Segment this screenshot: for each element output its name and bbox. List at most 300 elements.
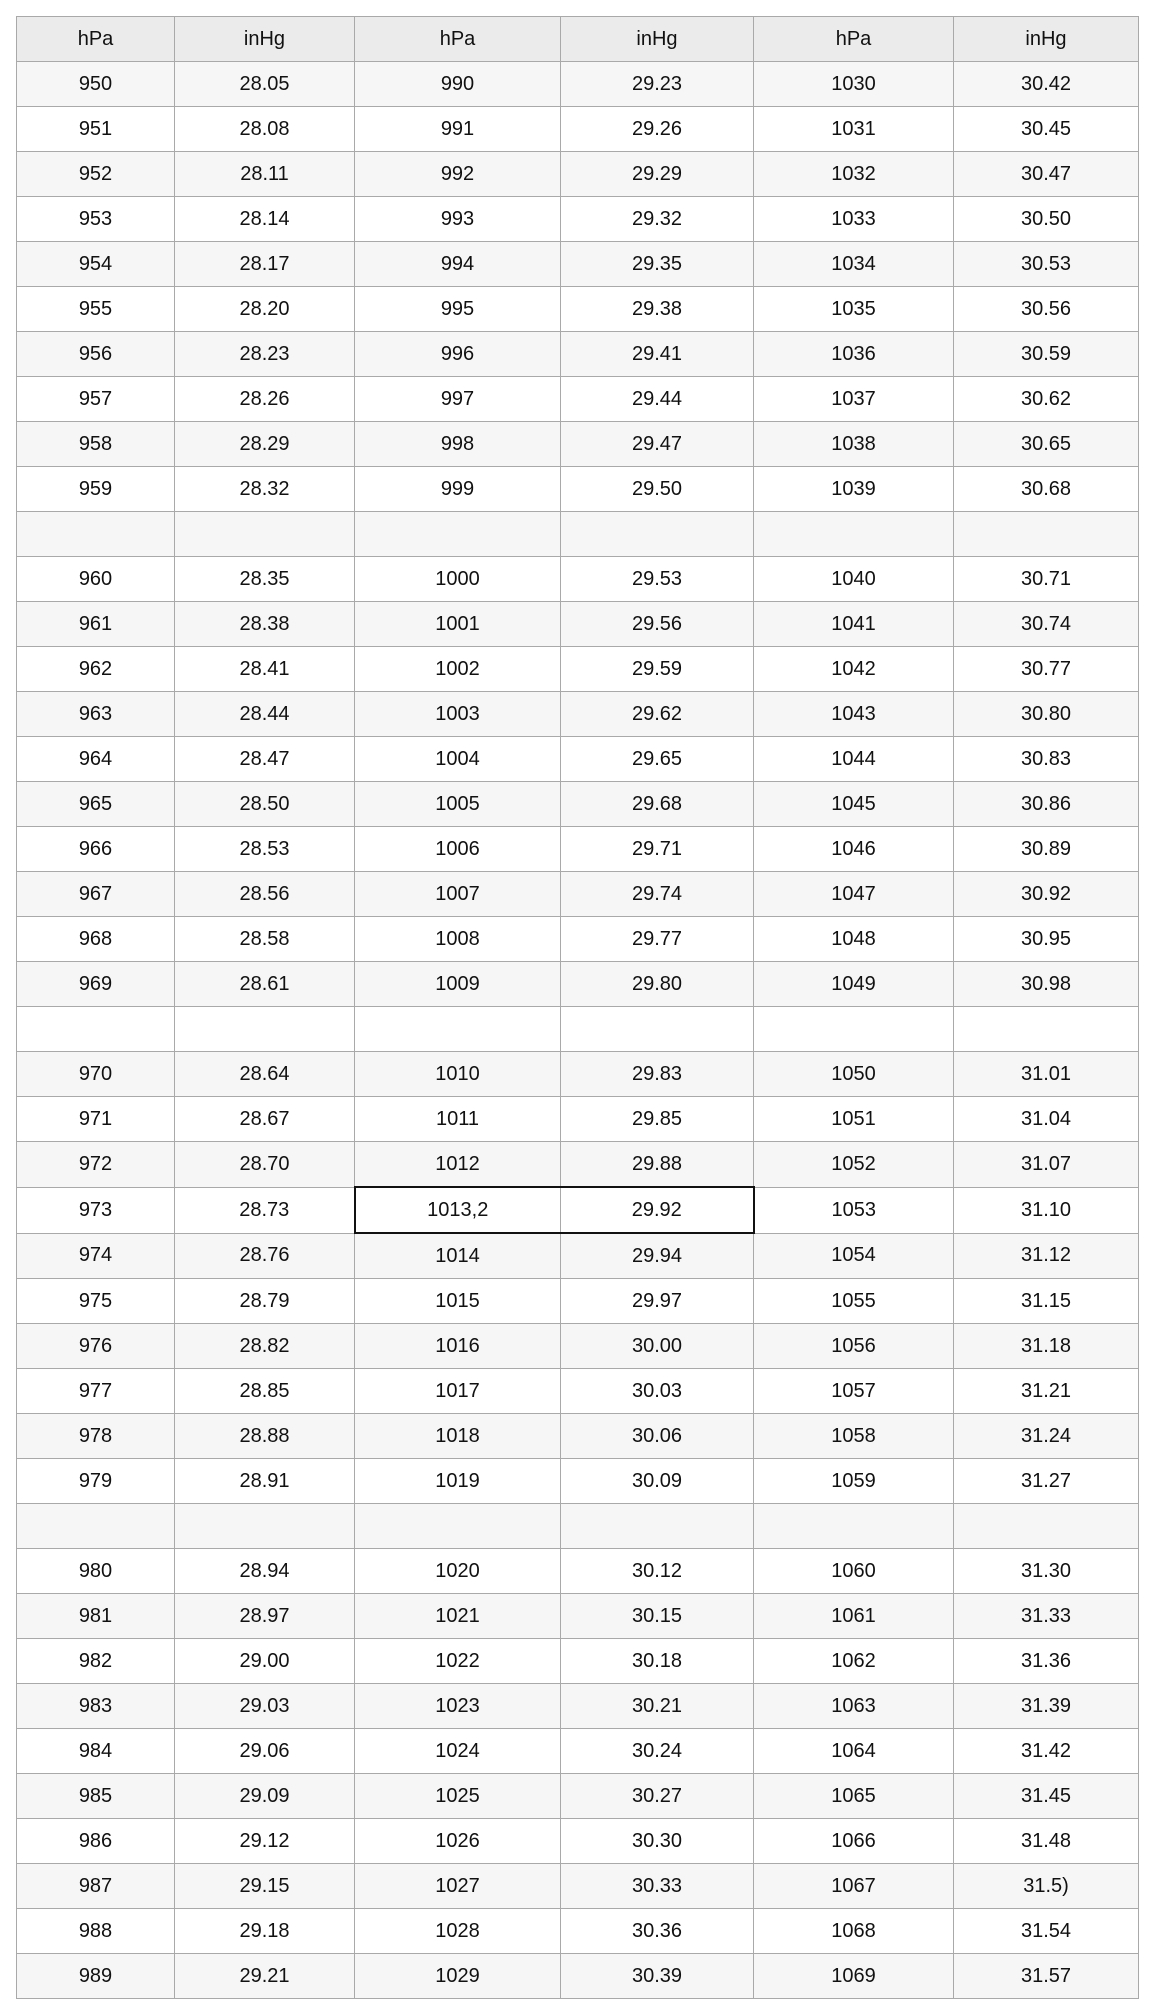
- cell-inhg-1: [175, 1504, 355, 1549]
- cell-inhg-3: [954, 1007, 1139, 1052]
- cell-inhg-3: 30.80: [954, 692, 1139, 737]
- cell-hpa-1: 960: [17, 557, 175, 602]
- table-row: [17, 1369, 1139, 1414]
- table-row: [17, 107, 1139, 152]
- table-row: [17, 1549, 1139, 1594]
- cell-hpa-1: 966: [17, 827, 175, 872]
- cell-inhg-1: 28.61: [175, 962, 355, 1007]
- cell-inhg-2: 29.97: [561, 1279, 754, 1324]
- table-row: [17, 197, 1139, 242]
- cell-inhg-2: 30.18: [561, 1639, 754, 1684]
- cell-inhg-3: 30.47: [954, 152, 1139, 197]
- cell-inhg-2: 30.06: [561, 1414, 754, 1459]
- cell-inhg-1: [175, 512, 355, 557]
- cell-hpa-1: 951: [17, 107, 175, 152]
- cell-inhg-1: 28.41: [175, 647, 355, 692]
- cell-inhg-1: 28.70: [175, 1142, 355, 1188]
- cell-inhg-3: 31.5): [954, 1864, 1139, 1909]
- cell-hpa-2: 990: [355, 62, 561, 107]
- cell-inhg-3: 30.92: [954, 872, 1139, 917]
- table-row: [17, 557, 1139, 602]
- cell-hpa-3: 1047: [754, 872, 954, 917]
- table-row: [17, 422, 1139, 467]
- table-row: [17, 1097, 1139, 1142]
- cell-inhg-1: 28.38: [175, 602, 355, 647]
- cell-hpa-3: 1030: [754, 62, 954, 107]
- cell-hpa-3: 1048: [754, 917, 954, 962]
- cell-hpa-3: 1053: [754, 1187, 954, 1233]
- cell-inhg-2: 29.41: [561, 332, 754, 377]
- cell-hpa-1: 989: [17, 1954, 175, 1999]
- cell-inhg-3: [954, 512, 1139, 557]
- cell-hpa-2: 994: [355, 242, 561, 287]
- cell-hpa-1: 977: [17, 1369, 175, 1414]
- cell-hpa-2: 1001: [355, 602, 561, 647]
- cell-inhg-3: 30.62: [954, 377, 1139, 422]
- cell-inhg-3: 31.36: [954, 1639, 1139, 1684]
- cell-inhg-1: 28.11: [175, 152, 355, 197]
- header-row: [17, 17, 1139, 62]
- cell-hpa-1: 974: [17, 1233, 175, 1279]
- cell-inhg-3: 31.04: [954, 1097, 1139, 1142]
- cell-hpa-3: 1039: [754, 467, 954, 512]
- cell-inhg-2: 29.94: [561, 1233, 754, 1279]
- cell-inhg-3: 31.30: [954, 1549, 1139, 1594]
- cell-inhg-3: 30.95: [954, 917, 1139, 962]
- cell-inhg-1: 28.32: [175, 467, 355, 512]
- cell-hpa-1: 953: [17, 197, 175, 242]
- cell-hpa-3: 1067: [754, 1864, 954, 1909]
- cell-hpa-2: 1002: [355, 647, 561, 692]
- cell-hpa-1: 975: [17, 1279, 175, 1324]
- cell-inhg-1: 28.97: [175, 1594, 355, 1639]
- cell-inhg-2: 29.23: [561, 62, 754, 107]
- cell-inhg-1: 28.82: [175, 1324, 355, 1369]
- cell-inhg-3: 31.42: [954, 1729, 1139, 1774]
- cell-inhg-1: 28.08: [175, 107, 355, 152]
- cell-inhg-2: 29.50: [561, 467, 754, 512]
- cell-inhg-2: 30.00: [561, 1324, 754, 1369]
- cell-inhg-1: 28.88: [175, 1414, 355, 1459]
- cell-hpa-2: 1026: [355, 1819, 561, 1864]
- cell-hpa-1: 967: [17, 872, 175, 917]
- cell-inhg-3: 30.68: [954, 467, 1139, 512]
- cell-inhg-1: 29.00: [175, 1639, 355, 1684]
- table-row: [17, 332, 1139, 377]
- cell-hpa-3: 1063: [754, 1684, 954, 1729]
- table-row: [17, 1819, 1139, 1864]
- table-row: [17, 242, 1139, 287]
- cell-hpa-2: 1018: [355, 1414, 561, 1459]
- cell-hpa-2: 1011: [355, 1097, 561, 1142]
- cell-inhg-2: [561, 512, 754, 557]
- cell-hpa-2: 1007: [355, 872, 561, 917]
- cell-hpa-2: 1003: [355, 692, 561, 737]
- cell-hpa-3: 1056: [754, 1324, 954, 1369]
- cell-inhg-1: 28.35: [175, 557, 355, 602]
- cell-inhg-1: 28.14: [175, 197, 355, 242]
- cell-hpa-2: 1006: [355, 827, 561, 872]
- table-row: [17, 917, 1139, 962]
- cell-inhg-3: 31.39: [954, 1684, 1139, 1729]
- header-hpa-2: hPa: [355, 17, 561, 62]
- cell-inhg-1: 28.58: [175, 917, 355, 962]
- cell-inhg-3: 30.77: [954, 647, 1139, 692]
- cell-hpa-2: [355, 1504, 561, 1549]
- cell-inhg-1: 28.94: [175, 1549, 355, 1594]
- cell-hpa-2: 995: [355, 287, 561, 332]
- cell-inhg-1: 29.15: [175, 1864, 355, 1909]
- cell-hpa-3: 1055: [754, 1279, 954, 1324]
- cell-hpa-3: 1044: [754, 737, 954, 782]
- cell-inhg-3: 30.45: [954, 107, 1139, 152]
- cell-inhg-3: [954, 1504, 1139, 1549]
- spacer-row: [17, 512, 1139, 557]
- cell-hpa-1: 980: [17, 1549, 175, 1594]
- table-row: [17, 1414, 1139, 1459]
- table-row: [17, 1684, 1139, 1729]
- cell-hpa-1: 964: [17, 737, 175, 782]
- cell-hpa-1: [17, 1007, 175, 1052]
- table-row: [17, 287, 1139, 332]
- cell-inhg-2: 30.36: [561, 1909, 754, 1954]
- cell-hpa-1: 986: [17, 1819, 175, 1864]
- cell-hpa-2: 1009: [355, 962, 561, 1007]
- table-row: [17, 1729, 1139, 1774]
- cell-inhg-3: 31.24: [954, 1414, 1139, 1459]
- cell-hpa-2: 1017: [355, 1369, 561, 1414]
- cell-inhg-1: 29.03: [175, 1684, 355, 1729]
- header-hpa-3: hPa: [754, 17, 954, 62]
- cell-inhg-3: 31.45: [954, 1774, 1139, 1819]
- cell-hpa-1: 982: [17, 1639, 175, 1684]
- cell-inhg-1: 28.85: [175, 1369, 355, 1414]
- cell-hpa-3: 1037: [754, 377, 954, 422]
- cell-hpa-3: 1065: [754, 1774, 954, 1819]
- cell-hpa-1: 962: [17, 647, 175, 692]
- cell-hpa-3: [754, 1504, 954, 1549]
- cell-hpa-2: 1013,2: [355, 1187, 561, 1233]
- cell-hpa-2: 993: [355, 197, 561, 242]
- cell-inhg-2: 30.27: [561, 1774, 754, 1819]
- cell-inhg-1: 28.17: [175, 242, 355, 287]
- cell-hpa-3: 1064: [754, 1729, 954, 1774]
- pressure-conversion-table: [16, 16, 1139, 1999]
- table-row: [17, 62, 1139, 107]
- cell-hpa-3: 1042: [754, 647, 954, 692]
- cell-inhg-3: 30.98: [954, 962, 1139, 1007]
- cell-inhg-2: 29.59: [561, 647, 754, 692]
- cell-inhg-3: 30.89: [954, 827, 1139, 872]
- cell-inhg-3: 31.27: [954, 1459, 1139, 1504]
- cell-hpa-1: 981: [17, 1594, 175, 1639]
- cell-hpa-3: 1034: [754, 242, 954, 287]
- cell-hpa-1: [17, 512, 175, 557]
- cell-inhg-3: 30.65: [954, 422, 1139, 467]
- cell-inhg-1: 28.56: [175, 872, 355, 917]
- cell-inhg-2: 29.71: [561, 827, 754, 872]
- cell-hpa-2: 1019: [355, 1459, 561, 1504]
- cell-inhg-1: 28.26: [175, 377, 355, 422]
- cell-hpa-1: 952: [17, 152, 175, 197]
- cell-hpa-1: 987: [17, 1864, 175, 1909]
- cell-hpa-2: 1012: [355, 1142, 561, 1188]
- header-hpa-1: hPa: [17, 17, 175, 62]
- cell-hpa-1: 956: [17, 332, 175, 377]
- cell-inhg-1: 28.64: [175, 1052, 355, 1097]
- cell-hpa-3: 1041: [754, 602, 954, 647]
- cell-hpa-3: 1038: [754, 422, 954, 467]
- cell-inhg-3: 30.59: [954, 332, 1139, 377]
- cell-hpa-2: 998: [355, 422, 561, 467]
- cell-inhg-3: 31.12: [954, 1233, 1139, 1279]
- cell-inhg-2: 29.74: [561, 872, 754, 917]
- cell-hpa-2: 997: [355, 377, 561, 422]
- cell-inhg-2: 29.47: [561, 422, 754, 467]
- cell-hpa-2: 1023: [355, 1684, 561, 1729]
- table-row: [17, 827, 1139, 872]
- cell-hpa-1: 976: [17, 1324, 175, 1369]
- table-row: [17, 1324, 1139, 1369]
- cell-hpa-3: 1032: [754, 152, 954, 197]
- cell-hpa-2: 1021: [355, 1594, 561, 1639]
- cell-hpa-1: 979: [17, 1459, 175, 1504]
- cell-hpa-3: [754, 512, 954, 557]
- cell-hpa-2: [355, 512, 561, 557]
- cell-hpa-2: 1020: [355, 1549, 561, 1594]
- header-inhg-2: inHg: [561, 17, 754, 62]
- cell-hpa-1: 954: [17, 242, 175, 287]
- table-row: [17, 692, 1139, 737]
- cell-hpa-3: 1049: [754, 962, 954, 1007]
- cell-inhg-1: 28.67: [175, 1097, 355, 1142]
- cell-hpa-1: 961: [17, 602, 175, 647]
- header-inhg-3: inHg: [954, 17, 1139, 62]
- cell-hpa-1: 972: [17, 1142, 175, 1188]
- cell-hpa-1: [17, 1504, 175, 1549]
- cell-inhg-2: 29.35: [561, 242, 754, 287]
- cell-inhg-3: 31.21: [954, 1369, 1139, 1414]
- table-row: [17, 1142, 1139, 1188]
- cell-inhg-1: 29.09: [175, 1774, 355, 1819]
- cell-hpa-3: 1054: [754, 1233, 954, 1279]
- cell-hpa-2: 991: [355, 107, 561, 152]
- table-row: [17, 782, 1139, 827]
- cell-hpa-3: 1050: [754, 1052, 954, 1097]
- cell-hpa-3: 1057: [754, 1369, 954, 1414]
- table-body: [17, 62, 1139, 1999]
- cell-inhg-2: 29.85: [561, 1097, 754, 1142]
- cell-inhg-2: 30.30: [561, 1819, 754, 1864]
- cell-inhg-3: 31.54: [954, 1909, 1139, 1954]
- cell-hpa-1: 957: [17, 377, 175, 422]
- cell-hpa-1: 978: [17, 1414, 175, 1459]
- cell-hpa-3: 1051: [754, 1097, 954, 1142]
- spacer-row: [17, 1007, 1139, 1052]
- cell-inhg-3: 30.71: [954, 557, 1139, 602]
- cell-inhg-2: 30.09: [561, 1459, 754, 1504]
- cell-hpa-1: 971: [17, 1097, 175, 1142]
- table-row: [17, 1774, 1139, 1819]
- cell-inhg-3: 30.50: [954, 197, 1139, 242]
- cell-inhg-1: 28.50: [175, 782, 355, 827]
- cell-inhg-3: 30.42: [954, 62, 1139, 107]
- table-row: [17, 1639, 1139, 1684]
- cell-inhg-2: 29.88: [561, 1142, 754, 1188]
- table-row: [17, 602, 1139, 647]
- cell-inhg-3: 30.86: [954, 782, 1139, 827]
- cell-inhg-3: 30.74: [954, 602, 1139, 647]
- cell-hpa-2: 1005: [355, 782, 561, 827]
- cell-hpa-1: 955: [17, 287, 175, 332]
- cell-hpa-3: 1060: [754, 1549, 954, 1594]
- cell-inhg-2: 29.44: [561, 377, 754, 422]
- cell-inhg-1: 28.53: [175, 827, 355, 872]
- cell-hpa-2: 1025: [355, 1774, 561, 1819]
- cell-inhg-2: 30.39: [561, 1954, 754, 1999]
- cell-inhg-1: 28.91: [175, 1459, 355, 1504]
- cell-inhg-2: 29.32: [561, 197, 754, 242]
- cell-inhg-3: 30.83: [954, 737, 1139, 782]
- cell-inhg-1: 28.44: [175, 692, 355, 737]
- table-row: [17, 1052, 1139, 1097]
- cell-inhg-1: 28.79: [175, 1279, 355, 1324]
- cell-hpa-2: 1027: [355, 1864, 561, 1909]
- cell-hpa-2: 1028: [355, 1909, 561, 1954]
- cell-inhg-1: 29.18: [175, 1909, 355, 1954]
- cell-hpa-3: 1045: [754, 782, 954, 827]
- cell-inhg-3: 31.10: [954, 1187, 1139, 1233]
- cell-inhg-3: 30.53: [954, 242, 1139, 287]
- cell-hpa-3: 1046: [754, 827, 954, 872]
- cell-inhg-2: 30.15: [561, 1594, 754, 1639]
- cell-inhg-2: 29.53: [561, 557, 754, 602]
- cell-hpa-2: 1022: [355, 1639, 561, 1684]
- cell-inhg-2: 30.33: [561, 1864, 754, 1909]
- cell-hpa-2: 1010: [355, 1052, 561, 1097]
- cell-hpa-3: 1052: [754, 1142, 954, 1188]
- cell-hpa-1: 983: [17, 1684, 175, 1729]
- table-row: [17, 467, 1139, 512]
- cell-hpa-1: 985: [17, 1774, 175, 1819]
- table-row: [17, 872, 1139, 917]
- cell-inhg-2: 29.83: [561, 1052, 754, 1097]
- cell-hpa-2: 992: [355, 152, 561, 197]
- cell-hpa-2: 1008: [355, 917, 561, 962]
- cell-hpa-3: 1036: [754, 332, 954, 377]
- cell-inhg-2: 29.65: [561, 737, 754, 782]
- cell-hpa-1: 963: [17, 692, 175, 737]
- table-row: [17, 152, 1139, 197]
- cell-hpa-3: 1043: [754, 692, 954, 737]
- cell-hpa-3: 1059: [754, 1459, 954, 1504]
- cell-hpa-2: 1004: [355, 737, 561, 782]
- cell-hpa-2: 1024: [355, 1729, 561, 1774]
- cell-inhg-1: [175, 1007, 355, 1052]
- cell-hpa-2: 1000: [355, 557, 561, 602]
- table-row: [17, 647, 1139, 692]
- spacer-row: [17, 1504, 1139, 1549]
- header-inhg-1: inHg: [175, 17, 355, 62]
- cell-hpa-3: 1035: [754, 287, 954, 332]
- table-row: [17, 1594, 1139, 1639]
- cell-inhg-3: 31.57: [954, 1954, 1139, 1999]
- cell-inhg-2: 29.26: [561, 107, 754, 152]
- cell-hpa-2: 1015: [355, 1279, 561, 1324]
- table-row: [17, 962, 1139, 1007]
- table-row: [17, 1279, 1139, 1324]
- cell-inhg-2: 29.56: [561, 602, 754, 647]
- cell-inhg-2: 29.62: [561, 692, 754, 737]
- cell-inhg-3: 31.15: [954, 1279, 1139, 1324]
- cell-hpa-1: 969: [17, 962, 175, 1007]
- cell-hpa-3: 1040: [754, 557, 954, 602]
- cell-inhg-2: 29.77: [561, 917, 754, 962]
- cell-hpa-2: [355, 1007, 561, 1052]
- cell-hpa-2: 996: [355, 332, 561, 377]
- cell-inhg-1: 29.21: [175, 1954, 355, 1999]
- cell-hpa-3: 1068: [754, 1909, 954, 1954]
- cell-inhg-2: 30.03: [561, 1369, 754, 1414]
- cell-inhg-2: 29.68: [561, 782, 754, 827]
- cell-hpa-3: 1061: [754, 1594, 954, 1639]
- table-row: [17, 1459, 1139, 1504]
- cell-inhg-2: 29.38: [561, 287, 754, 332]
- cell-hpa-3: 1058: [754, 1414, 954, 1459]
- cell-hpa-1: 988: [17, 1909, 175, 1954]
- table-row: [17, 377, 1139, 422]
- cell-inhg-2: 30.21: [561, 1684, 754, 1729]
- cell-hpa-1: 959: [17, 467, 175, 512]
- cell-inhg-2: 29.29: [561, 152, 754, 197]
- cell-hpa-1: 984: [17, 1729, 175, 1774]
- cell-hpa-3: 1033: [754, 197, 954, 242]
- cell-inhg-1: 28.05: [175, 62, 355, 107]
- cell-hpa-2: 1014: [355, 1233, 561, 1279]
- cell-inhg-3: 31.18: [954, 1324, 1139, 1369]
- cell-inhg-1: 28.23: [175, 332, 355, 377]
- table-row: [17, 1864, 1139, 1909]
- cell-inhg-2: 30.24: [561, 1729, 754, 1774]
- cell-inhg-1: 28.20: [175, 287, 355, 332]
- cell-inhg-1: 28.29: [175, 422, 355, 467]
- cell-inhg-3: 31.07: [954, 1142, 1139, 1188]
- cell-inhg-1: 29.06: [175, 1729, 355, 1774]
- cell-inhg-2: 29.80: [561, 962, 754, 1007]
- cell-inhg-2: [561, 1007, 754, 1052]
- cell-hpa-2: 1016: [355, 1324, 561, 1369]
- cell-inhg-1: 28.76: [175, 1233, 355, 1279]
- cell-inhg-1: 28.73: [175, 1187, 355, 1233]
- cell-hpa-3: 1031: [754, 107, 954, 152]
- cell-inhg-3: 31.01: [954, 1052, 1139, 1097]
- cell-hpa-1: 965: [17, 782, 175, 827]
- cell-hpa-3: 1062: [754, 1639, 954, 1684]
- cell-hpa-1: 970: [17, 1052, 175, 1097]
- table-row: [17, 1954, 1139, 1999]
- cell-hpa-3: 1066: [754, 1819, 954, 1864]
- cell-inhg-1: 28.47: [175, 737, 355, 782]
- cell-hpa-1: 973: [17, 1187, 175, 1233]
- cell-hpa-2: 1029: [355, 1954, 561, 1999]
- cell-hpa-1: 950: [17, 62, 175, 107]
- cell-inhg-1: 29.12: [175, 1819, 355, 1864]
- cell-hpa-1: 968: [17, 917, 175, 962]
- cell-inhg-2: 29.92: [561, 1187, 754, 1233]
- cell-hpa-2: 999: [355, 467, 561, 512]
- table-row: [17, 1187, 1139, 1233]
- table-row: [17, 737, 1139, 782]
